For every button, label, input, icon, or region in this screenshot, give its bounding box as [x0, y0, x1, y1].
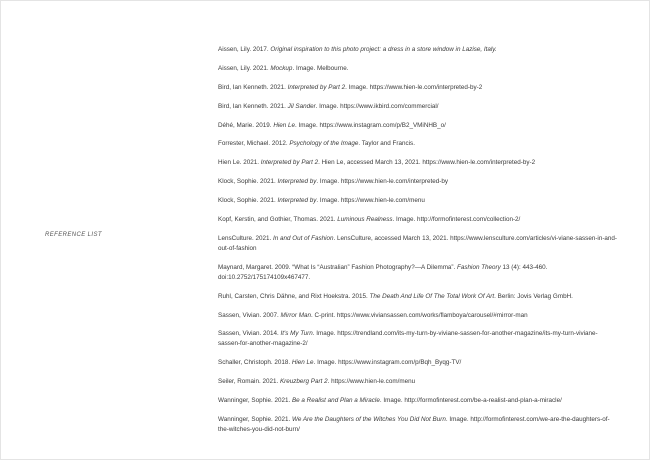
- reference-author-year: Ruhl, Carsten, Chris Dähne, and Rixt Hoekstra. 2015.: [218, 292, 370, 300]
- reference-details: . Image. https://www.instagram.com/p/B2_VMiNHB_o/: [295, 121, 446, 129]
- reference-author-year: Hien Le. 2021.: [218, 159, 261, 167]
- reference-entry: [218, 196, 618, 206]
- reference-entry: [218, 234, 618, 254]
- reference-details: . LensCulture, accessed March 13, 2021. https://www.lensculture.com/articles/vi-viane-sassen-in-and-out-of-fashion: [218, 234, 618, 252]
- reference-entry: [218, 292, 618, 302]
- reference-author-year: Aissen, Lily. 2021.: [218, 64, 271, 72]
- reference-entry: [218, 64, 618, 74]
- reference-details: . Taylor and Francis.: [358, 140, 415, 148]
- reference-author-year: Forrester, Michael. 2012.: [218, 140, 290, 148]
- reference-details: . Image. http://formofinterest.com/collection-2/: [392, 216, 521, 224]
- reference-author-year: Kopf, Kerstin, and Gothier, Thomas. 2021.: [218, 216, 338, 224]
- reference-entry: [218, 396, 618, 406]
- reference-details: . Image. https://www.hien-le.com/interpreted-by: [316, 178, 448, 186]
- reference-entry: [218, 139, 618, 149]
- reference-title: Mockup: [270, 64, 293, 72]
- reference-author-year: Schaller, Christoph. 2018.: [218, 359, 292, 367]
- reference-details: . Image. https://trendland.com/its-my-turn-by-viviane-sassen-for-another-magazine/its-my-turn-viviane-sassen-for-another-magazine-2/: [218, 330, 598, 348]
- reference-entry: [218, 158, 618, 168]
- reference-details: . C-print. https://www.viviansassen.com/works/flamboya/carousel/#mirror-man: [310, 311, 528, 319]
- reference-author-year: Seiler, Romain. 2021.: [218, 378, 280, 386]
- reference-details: . Image. https://www.ikbird.com/commercial/: [315, 102, 439, 110]
- reference-title: Hien Le: [273, 121, 296, 129]
- reference-title: In and Out of Fashion: [272, 234, 334, 242]
- reference-title: Hien Le: [291, 359, 314, 367]
- reference-details: . Image. https://www.instagram.com/p/Bqh_Byqg-TV/: [313, 359, 462, 367]
- reference-details: . Image. http://formofinterest.com/be-a-realist-and-plan-a-miracle/: [379, 397, 562, 405]
- reference-details: . https://www.hien-le.com/menu: [327, 378, 416, 386]
- reference-title: Luminous Realness: [337, 216, 393, 224]
- reference-details: . Image. https://www.hien-le.com/menu: [316, 197, 425, 205]
- reference-author-year: Wanninger, Sophie. 2021.: [218, 416, 292, 424]
- reference-entry: [218, 45, 618, 55]
- reference-entry: [218, 215, 618, 225]
- reference-title: Interpreted by Part 2: [287, 83, 346, 91]
- reference-title: Be a Realist and Plan a Miracle: [291, 397, 380, 405]
- reference-title: Kreuzberg Part 2: [279, 378, 328, 386]
- reference-entry: [218, 329, 618, 349]
- reference-entry: [218, 415, 618, 435]
- reference-author-year: Wanninger, Sophie. 2021.: [218, 397, 292, 405]
- reference-title: Interpreted by: [277, 178, 317, 186]
- reference-details: . Image. https://www.hien-le.com/interpreted-by-2: [345, 83, 483, 91]
- reference-title: It's My Turn: [280, 330, 313, 338]
- reference-title: Fashion Theory: [457, 263, 501, 271]
- reference-author-year: Klock, Sophie. 2021.: [218, 178, 278, 186]
- reference-entry: [218, 377, 618, 387]
- reference-details: . Image. http://formofinterest.com/we-are-the-daughters-of-the-witches-you-did-not-burn/: [218, 416, 610, 434]
- reference-details: . Berlin: Jovis Verlag GmbH.: [494, 292, 573, 300]
- reference-author-year: Aissen, Lily. 2017.: [218, 46, 271, 53]
- reference-title: The Death And Life Of The Total Work Of Art: [369, 292, 495, 300]
- reference-title: We Are the Daughters of the Witches You Did Not Burn: [291, 416, 446, 424]
- reference-details: . Image. Melbourne.: [292, 64, 349, 72]
- reference-author-year: Sassen, Vivian. 2014.: [218, 330, 281, 338]
- reference-author-year: Bird, Ian Kenneth. 2021.: [218, 83, 288, 91]
- reference-author-year: Maynard, Margaret. 2009. “What Is “Australian” Fashion Photography?—A Dilemma”.: [218, 263, 458, 271]
- reference-author-year: Déhé, Marie. 2019.: [218, 121, 274, 129]
- reference-title: Interpreted by: [277, 197, 317, 205]
- reference-author-year: Klock, Sophie. 2021.: [218, 197, 278, 205]
- reference-entry: [218, 311, 618, 321]
- reference-title: Original inspiration to this photo project: a dress in a store window in Lazise, Italy.: [270, 46, 497, 53]
- reference-list-label: REFERENCE LIST: [45, 232, 102, 238]
- reference-author-year: Bird, Ian Kenneth. 2021.: [218, 102, 288, 110]
- reference-entry: [218, 263, 618, 283]
- reference-title: Jil Sander: [287, 102, 316, 110]
- reference-details: 13 (4): 443-460. doi:10.2752/175174109x467477.: [218, 263, 548, 281]
- reference-entry: [218, 121, 618, 131]
- reference-title: Interpreted by Part 2: [260, 159, 319, 167]
- reference-title: Psychology of the Image: [289, 140, 359, 148]
- reference-entry: [218, 83, 618, 93]
- reference-entry: [218, 358, 618, 368]
- reference-title: Mirror Man: [280, 311, 311, 319]
- reference-author-year: Sassen, Vivian. 2007.: [218, 311, 281, 319]
- reference-list: [218, 45, 618, 444]
- reference-entry: [218, 102, 618, 112]
- reference-author-year: LensCulture. 2021.: [218, 234, 273, 242]
- reference-details: . Hien Le, accessed March 13, 2021. https://www.hien-le.com/interpreted-by-2: [318, 159, 536, 167]
- reference-entry: [218, 177, 618, 187]
